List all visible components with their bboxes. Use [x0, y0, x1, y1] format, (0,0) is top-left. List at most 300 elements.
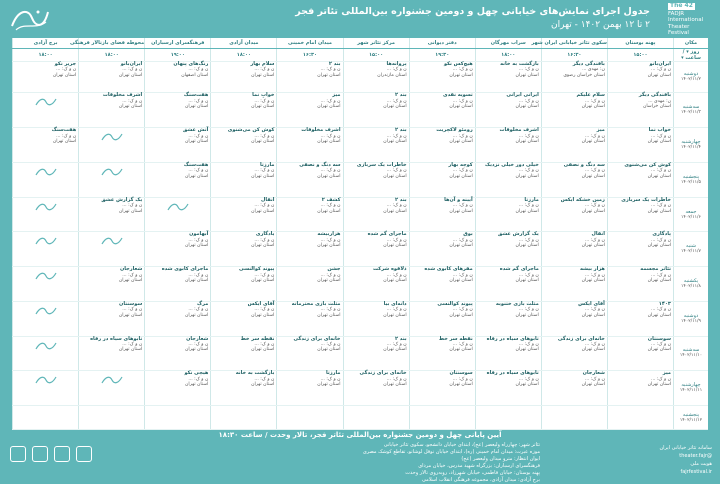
- show-detail: ن و ک: ...: [584, 237, 605, 243]
- venue-header: میدان آزادی: [211, 38, 277, 49]
- show-title: خاطرات یک سربازی: [621, 196, 671, 203]
- show-detail: استان تهران: [185, 104, 209, 110]
- show-title: آقای ایکس: [578, 300, 605, 307]
- show-cell[interactable]: [343, 162, 409, 197]
- show-entry: [213, 198, 274, 214]
- show-cell[interactable]: [607, 162, 673, 197]
- badge-number: The 42: [670, 2, 693, 9]
- time-slot: ۱۶:۳۰: [277, 49, 343, 62]
- show-title: خانه‌ای برای زندگی: [359, 370, 407, 377]
- show-detail: ن و ک: ...: [320, 203, 341, 209]
- show-title: مرگ: [197, 300, 209, 307]
- show-entry: [478, 198, 539, 214]
- show-cell[interactable]: [145, 162, 211, 197]
- show-cell[interactable]: [607, 301, 673, 336]
- show-detail: ن و ک: ...: [650, 272, 671, 278]
- show-title: یک گزارش عشق: [101, 196, 143, 203]
- time-slot: ۱۸:۰۰: [13, 49, 79, 62]
- show-cell[interactable]: [79, 267, 145, 302]
- show-entry: [346, 163, 407, 179]
- show-detail: ن و ک: ...: [452, 376, 473, 382]
- show-title: میز: [596, 127, 605, 134]
- show-cell[interactable]: [145, 371, 211, 406]
- show-cell[interactable]: [277, 128, 343, 163]
- sponsor-logo-icon: [76, 446, 92, 462]
- show-entry: [544, 163, 605, 179]
- show-entry: [412, 198, 473, 214]
- show-title: بند ۲: [395, 196, 407, 203]
- show-cell: [475, 406, 541, 430]
- social-link[interactable]: سامانه تئاتر خیابانی ایران: [659, 445, 712, 451]
- show-entry: [412, 232, 473, 248]
- show-entry: [610, 267, 671, 283]
- show-detail: استان تهران: [185, 277, 209, 283]
- show-detail: ن و ک: ...: [518, 67, 539, 73]
- show-detail: ن و ک: ...: [188, 168, 209, 174]
- show-cell[interactable]: [607, 197, 673, 232]
- time-slot: ۱۶:۳۰: [541, 49, 607, 62]
- show-cell[interactable]: [211, 267, 277, 302]
- show-cell[interactable]: [607, 128, 673, 163]
- show-cell[interactable]: [211, 62, 277, 93]
- show-cell[interactable]: [145, 301, 211, 336]
- venue-header: سکوی تئاتر خیابانی ایران شهر: [541, 38, 607, 49]
- show-cell[interactable]: [475, 232, 541, 267]
- table-row: [13, 371, 709, 406]
- show-entry: [147, 302, 208, 318]
- show-title: هیچ‌کس نکو: [443, 61, 473, 67]
- show-cell[interactable]: [211, 301, 277, 336]
- show-cell[interactable]: [541, 336, 607, 371]
- show-detail: ن و ک: ...: [122, 98, 143, 104]
- show-detail: ن و ک: ...: [584, 342, 605, 348]
- time-slot: ۱۹:۰۰: [145, 49, 211, 62]
- show-detail: ن و ک: ...: [386, 307, 407, 313]
- show-detail: ن و ک: ...: [650, 168, 671, 174]
- show-title: مارزتا: [524, 196, 539, 203]
- show-detail: استان تهران: [647, 243, 671, 249]
- show-entry: [81, 198, 142, 214]
- show-entry: [81, 302, 142, 318]
- show-cell[interactable]: [277, 197, 343, 232]
- venue-addresses: [180, 442, 540, 484]
- time-label[interactable]: روز ▾ / ساعت ▾: [674, 49, 709, 62]
- show-cell[interactable]: [211, 336, 277, 371]
- day-cell: [674, 197, 709, 232]
- show-cell[interactable]: [475, 162, 541, 197]
- show-cell[interactable]: [409, 336, 475, 371]
- show-cell[interactable]: [211, 93, 277, 128]
- show-cell[interactable]: [145, 93, 211, 128]
- show-cell[interactable]: [79, 197, 145, 232]
- show-cell[interactable]: [409, 301, 475, 336]
- show-cell[interactable]: [541, 62, 607, 93]
- show-cell[interactable]: [409, 232, 475, 267]
- festival-mini-logo-icon: [34, 166, 58, 178]
- show-cell[interactable]: [409, 93, 475, 128]
- show-title: تابوهای سیاه در رفاه: [486, 370, 539, 377]
- show-detail: استان تهران: [251, 208, 275, 214]
- show-title: ۱۴۰۳: [658, 300, 671, 307]
- venue-address: موزه عبرت: میدان امام خمینی (ره)، ابتدای خیابان نوفل لوشاتو، تقاطع کوشک مصری: [362, 449, 540, 455]
- venue-address: تئاتر شهر: چهارراه ولیعصر (عج)، ابتدای خیابان دانشجو، سکوی تئاتر خیابانی: [383, 442, 540, 448]
- show-detail: ن و ک: ...: [254, 67, 275, 73]
- show-detail: استان تهران: [449, 208, 473, 214]
- show-cell[interactable]: [145, 62, 211, 93]
- show-cell[interactable]: [343, 93, 409, 128]
- show-entry: [213, 267, 274, 283]
- show-cell[interactable]: [211, 197, 277, 232]
- show-cell[interactable]: [541, 162, 607, 197]
- show-detail: استان تهران: [515, 208, 539, 214]
- day-date: ۱۴۰۲/۱۱/۷: [681, 249, 701, 255]
- show-detail: ن و ک: ...: [452, 203, 473, 209]
- show-title: جشن: [327, 266, 341, 273]
- show-entry: [478, 62, 539, 78]
- show-entry: [81, 337, 142, 353]
- show-cell[interactable]: [343, 301, 409, 336]
- show-cell[interactable]: [145, 336, 211, 371]
- festival-mini-logo-icon: [100, 131, 124, 143]
- show-entry: [544, 371, 605, 387]
- show-cell[interactable]: [13, 128, 79, 163]
- show-detail: ن و ک: ...: [188, 98, 209, 104]
- show-cell[interactable]: [475, 197, 541, 232]
- show-cell: [13, 336, 79, 371]
- show-cell[interactable]: [13, 62, 79, 93]
- show-detail: استان تهران: [449, 243, 473, 249]
- show-cell[interactable]: [277, 336, 343, 371]
- show-entry: [147, 128, 208, 144]
- show-entry: [15, 62, 76, 78]
- show-detail: استان تهران: [383, 173, 407, 179]
- show-detail: استان تهران: [251, 312, 275, 318]
- show-cell: [409, 406, 475, 430]
- show-cell[interactable]: [343, 197, 409, 232]
- show-cell[interactable]: [343, 232, 409, 267]
- show-entry: [610, 302, 671, 318]
- day-name: یکشنبه: [683, 278, 699, 285]
- show-detail: استان تهران: [251, 173, 275, 179]
- show-detail: استان تهران: [185, 243, 209, 249]
- show-detail: استان تهران: [647, 382, 671, 388]
- show-detail: استان خراسان رضوی: [563, 72, 605, 78]
- show-cell[interactable]: [409, 62, 475, 93]
- show-cell[interactable]: [541, 197, 607, 232]
- show-detail: استان تهران: [118, 312, 143, 318]
- show-cell: [541, 406, 607, 430]
- show-detail: ن و ک: ...: [254, 203, 275, 209]
- show-detail: ن و ک: ...: [122, 342, 143, 348]
- day-cell: [674, 267, 709, 302]
- show-cell[interactable]: [211, 128, 277, 163]
- show-title: هزار بیشه: [579, 266, 605, 273]
- show-entry: [279, 267, 340, 283]
- show-cell[interactable]: [343, 128, 409, 163]
- show-cell[interactable]: [607, 371, 673, 406]
- day-date: ۱۴۰۲/۱۱/۶: [681, 214, 701, 220]
- show-detail: استان تهران: [317, 382, 341, 388]
- show-detail: ن و ک: ...: [452, 272, 473, 278]
- festival-mini-logo-icon: [34, 201, 58, 213]
- show-title: بند ۲: [395, 127, 407, 134]
- show-cell[interactable]: [211, 162, 277, 197]
- show-entry: [346, 198, 407, 214]
- show-title: کوش کن می‌شنوی: [227, 127, 275, 134]
- show-entry: [279, 128, 340, 144]
- day-name: سه‌شنبه: [682, 104, 700, 111]
- show-title: سلام بهار: [250, 61, 275, 67]
- show-cell[interactable]: [211, 232, 277, 267]
- show-cell[interactable]: [343, 267, 409, 302]
- show-entry: [346, 62, 407, 78]
- venue-header: برج آزادی: [13, 38, 79, 49]
- show-detail: استان تهران: [581, 104, 605, 110]
- show-cell[interactable]: [409, 128, 475, 163]
- show-cell: [13, 232, 79, 267]
- show-detail: استان تهران: [118, 72, 143, 78]
- show-title: شعارجان: [582, 370, 605, 377]
- show-cell[interactable]: [475, 336, 541, 371]
- show-cell: [13, 371, 79, 406]
- show-cell: [211, 406, 277, 430]
- show-cell[interactable]: [541, 267, 607, 302]
- venue-address: ایوان انتظار: مترو میدان ولیعصر (عج): [461, 456, 540, 462]
- show-detail: استان تهران: [383, 312, 407, 318]
- show-entry: [346, 337, 407, 353]
- show-entry: [279, 232, 340, 248]
- show-entry: [412, 371, 473, 387]
- show-title: میز: [332, 92, 341, 99]
- show-cell[interactable]: [145, 128, 211, 163]
- show-cell[interactable]: [277, 62, 343, 93]
- show-cell: [13, 197, 79, 232]
- show-detail: ن و ک: ...: [122, 67, 143, 73]
- show-entry: [346, 371, 407, 387]
- show-cell[interactable]: [607, 232, 673, 267]
- show-detail: استان مازندران: [377, 72, 407, 78]
- show-detail: ن و ک: ...: [452, 307, 473, 313]
- show-cell[interactable]: [277, 232, 343, 267]
- show-detail: استان تهران: [251, 277, 275, 283]
- show-detail: استان تهران: [647, 139, 671, 145]
- show-entry: [346, 232, 407, 248]
- show-cell[interactable]: [145, 232, 211, 267]
- show-detail: ن و ک: ...: [518, 376, 539, 382]
- show-cell[interactable]: [607, 93, 673, 128]
- show-entry: [610, 128, 671, 144]
- show-cell[interactable]: [475, 371, 541, 406]
- show-cell[interactable]: [607, 62, 673, 93]
- show-detail: استان تهران: [581, 382, 605, 388]
- table-row: [13, 93, 709, 128]
- show-cell[interactable]: [409, 197, 475, 232]
- show-detail: ن و ک: ...: [320, 237, 341, 243]
- show-title: کشف ۲: [321, 196, 341, 203]
- show-cell: [79, 406, 145, 430]
- show-title: ایران‌بانو: [649, 61, 671, 67]
- show-cell[interactable]: [475, 267, 541, 302]
- show-cell[interactable]: [277, 371, 343, 406]
- show-detail: استان تهران: [515, 104, 539, 110]
- show-cell[interactable]: [211, 371, 277, 406]
- show-cell[interactable]: [409, 267, 475, 302]
- day-name: سه‌شنبه: [682, 347, 700, 354]
- show-cell[interactable]: [277, 93, 343, 128]
- show-detail: ن و ک: ...: [320, 133, 341, 139]
- festival-mini-logo-icon: [34, 270, 58, 282]
- festival-badge: [668, 3, 712, 37]
- social-link[interactable]: هویت ملی: [690, 461, 712, 467]
- show-cell[interactable]: [541, 93, 607, 128]
- show-cell[interactable]: [475, 128, 541, 163]
- show-detail: ن و ک: ...: [188, 237, 209, 243]
- show-detail: ن و ک: ...: [584, 98, 605, 104]
- show-detail: استان تهران: [647, 72, 671, 78]
- time-slot: ۱۵:۰۰: [607, 49, 673, 62]
- show-entry: [346, 128, 407, 144]
- show-detail: استان تهران: [647, 208, 671, 214]
- show-entry: [478, 93, 539, 109]
- time-slot: ۱۹:۳۰: [409, 49, 475, 62]
- venue-address: فرهنگسرای ارسباران: بزرگراه شهید مدرس، خیابان مردای: [418, 463, 540, 469]
- show-cell[interactable]: [607, 267, 673, 302]
- show-title: بند ۲: [395, 92, 407, 99]
- show-cell[interactable]: [409, 371, 475, 406]
- show-detail: استان تهران: [515, 312, 539, 318]
- show-cell[interactable]: [475, 93, 541, 128]
- show-detail: ن و ک: ...: [254, 342, 275, 348]
- show-cell[interactable]: [409, 162, 475, 197]
- day-date: ۱۴۰۲/۱۱/۱۱: [679, 388, 703, 394]
- social-link[interactable]: @theater.fajr: [679, 453, 712, 459]
- show-title: تئاتر مجسمه: [640, 266, 671, 273]
- show-detail: استان تهران: [251, 382, 275, 388]
- show-cell[interactable]: [343, 62, 409, 93]
- day-cell: [674, 301, 709, 336]
- day-name: چهارشنبه: [681, 139, 701, 146]
- show-title: آبها‌مون: [189, 231, 209, 238]
- show-detail: استان تهران: [515, 139, 539, 145]
- show-entry: [478, 337, 539, 353]
- show-detail: استان تهران: [383, 382, 407, 388]
- time-slot: ۱۸:۰۰: [79, 49, 145, 62]
- show-cell[interactable]: [79, 62, 145, 93]
- show-detail: ن و ک: ...: [386, 376, 407, 382]
- festival-mini-logo-icon: [34, 340, 58, 352]
- show-detail: ن و ک: ...: [122, 272, 143, 278]
- day-cell: [674, 371, 709, 406]
- show-cell[interactable]: [541, 128, 607, 163]
- show-detail: استان تهران: [449, 104, 473, 110]
- show-detail: استان تهران: [317, 277, 341, 283]
- show-detail: استان تهران: [383, 347, 407, 353]
- day-cell: [674, 162, 709, 197]
- show-entry: [544, 232, 605, 248]
- show-cell[interactable]: [277, 301, 343, 336]
- show-detail: ن و ک: ...: [584, 376, 605, 382]
- show-entry: [544, 267, 605, 283]
- show-title: جریر نکو: [54, 61, 77, 67]
- show-entry: [478, 302, 539, 318]
- show-title: ذلاقوه شرکت: [373, 266, 407, 273]
- show-detail: ن و ک: ...: [254, 98, 275, 104]
- show-cell[interactable]: [607, 336, 673, 371]
- show-detail: ن و ک: ...: [650, 203, 671, 209]
- show-entry: [279, 163, 340, 179]
- show-entry: [147, 371, 208, 387]
- show-detail: استان تهران: [449, 382, 473, 388]
- show-cell[interactable]: [343, 371, 409, 406]
- show-cell: [145, 406, 211, 430]
- page-title: جدول اجرای نمایش‌های خیابانی چهل و دومین جشنواره بین‌المللی تئاتر فجر: [295, 6, 650, 17]
- show-entry: [544, 62, 605, 78]
- show-cell: [13, 301, 79, 336]
- show-title: بازگشت به خانه: [235, 370, 275, 377]
- venue-header: دفتر دیوانی: [409, 38, 475, 49]
- show-detail: استان تهران: [185, 312, 209, 318]
- show-cell: [13, 267, 79, 302]
- show-title: ایران‌بانو: [120, 61, 143, 67]
- venue-header: محوطه فضای بازتالار فرهنگی: [79, 38, 145, 49]
- show-title: هفت‌سنگ: [183, 161, 209, 168]
- venue-address: برج آزادی: میدان آزادی، مجموعه فرهنگی انقلاب اسلامی: [421, 477, 540, 483]
- show-cell[interactable]: [79, 336, 145, 371]
- show-cell[interactable]: [277, 162, 343, 197]
- show-entry: [610, 93, 671, 109]
- day-name: پنجشنبه: [682, 411, 700, 418]
- show-cell: [79, 232, 145, 267]
- show-cell[interactable]: [343, 336, 409, 371]
- show-title: خانه‌ای برای زندگی: [557, 335, 605, 342]
- badge-line: Theater Festival: [668, 23, 690, 36]
- show-cell: [607, 406, 673, 430]
- sponsor-logo-icon: [32, 446, 48, 462]
- show-detail: استان تهران: [185, 139, 209, 145]
- show-cell[interactable]: [277, 267, 343, 302]
- show-detail: ن و ک: ...: [320, 376, 341, 382]
- show-cell[interactable]: [145, 267, 211, 302]
- show-detail: ن و ک: ...: [452, 342, 473, 348]
- show-entry: [346, 302, 407, 318]
- show-detail: استان تهران: [515, 382, 539, 388]
- show-detail: ن و ک: ...: [320, 98, 341, 104]
- day-date: ۱۴۰۲/۱۱/۳: [681, 110, 701, 116]
- show-cell[interactable]: [541, 371, 607, 406]
- show-title: اشرف مخلوقات: [102, 92, 143, 99]
- show-cell[interactable]: [475, 301, 541, 336]
- show-cell[interactable]: [79, 93, 145, 128]
- show-detail: استان تهران: [317, 139, 341, 145]
- show-detail: ن و ک: ...: [386, 168, 407, 174]
- show-cell[interactable]: [541, 232, 607, 267]
- social-link[interactable]: fajrfestival.ir: [680, 469, 712, 475]
- show-detail: ن و ک: ...: [386, 203, 407, 209]
- show-detail: استان تهران: [383, 277, 407, 283]
- show-title: مفرهای کابوی شده: [424, 266, 473, 273]
- show-detail: استان تهران: [515, 243, 539, 249]
- show-entry: [213, 337, 274, 353]
- show-detail: ن و ک: ...: [188, 67, 209, 73]
- show-detail: استان تهران: [581, 347, 605, 353]
- show-entry: [610, 371, 671, 387]
- show-cell[interactable]: [541, 301, 607, 336]
- show-cell[interactable]: [475, 62, 541, 93]
- show-detail: ن و ک: ...: [320, 168, 341, 174]
- show-detail: ن و ک: ...: [254, 376, 275, 382]
- show-entry: [279, 371, 340, 387]
- show-cell[interactable]: [79, 301, 145, 336]
